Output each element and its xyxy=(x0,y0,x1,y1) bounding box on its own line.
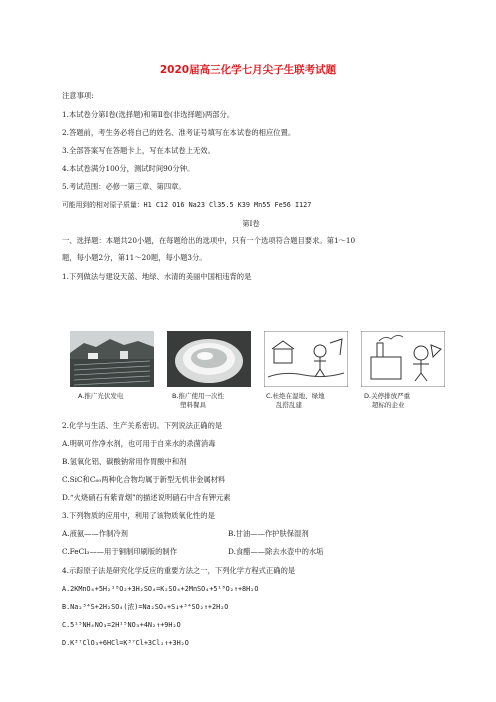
notice-item: 5.考试范围：必修一第三章、第四章。 xyxy=(62,182,186,191)
question-4-option-b: B.Na₂³⁴S+2H₂SO₄(浓)=Na₂SO₄+S↓+³⁴SO₂↑+2H₂O xyxy=(62,603,229,611)
page-title: 2020届高三化学七月尖子生联考试题 xyxy=(159,64,337,76)
caption-line: 乱搭乱建 xyxy=(276,401,302,409)
question-4-option-a: A.2KMnO₄+5H₂¹⁸O₂+3H₂SO₄=K₂SO₄+2MnSO₄+5¹⁸O₂↑+8H₂O xyxy=(62,585,259,593)
plastic-tableware-figure xyxy=(167,331,251,387)
figure-caption-a xyxy=(78,392,168,401)
question-1-figures xyxy=(66,331,446,411)
question-3-option-a xyxy=(62,529,440,539)
question-2-option-d: D.“火烧硝石有紫青烟”的描述说明硝石中含有钾元素 xyxy=(62,493,231,502)
notice-heading: 注意事项: xyxy=(62,91,94,100)
atomic-masses: 可能用到的相对原子质量：H1 C12 O16 Na23 Cl35.5 K39 Mn55 Fe56 I127 xyxy=(62,201,312,209)
option-text: D.食醋——除去水壶中的水垢 xyxy=(228,547,324,556)
notice-item: 1.本试卷分第Ⅰ卷(选择题)和第Ⅱ卷(非选择题)两部分。 xyxy=(62,110,235,119)
question-3-option-c xyxy=(62,547,440,557)
wetland-cartoon-figure xyxy=(264,331,348,387)
figure-caption-b xyxy=(172,392,262,410)
question-4-stem: 4.示踪原子法是研究化学反应的重要方法之一，下列化学方程式正确的是 xyxy=(62,566,296,575)
option-text: C.FeCl₃——用于铜制印刷版的制作 xyxy=(62,547,178,556)
question-3-stem: 3.下列物质的应用中，利用了该物质氧化性的是 xyxy=(62,511,215,520)
part-intro: 题，每小题2分，第11～20题，每小题3分。 xyxy=(62,253,207,262)
figure-caption-c xyxy=(266,392,356,410)
option-text: B.甘油——作护肤保湿剂 xyxy=(228,529,309,538)
caption-line: D.关停排放严重 xyxy=(364,392,411,400)
caption-line: 超标的企业 xyxy=(372,401,405,409)
caption-line: 塑料餐具 xyxy=(180,401,206,409)
section-title: 第Ⅰ卷 xyxy=(242,219,260,228)
option-text: A.液氨——作制冷剂 xyxy=(62,529,128,538)
question-4-option-d: D.K³⁷ClO₃+6HCl=K³⁷Cl+3Cl₂↑+3H₂O xyxy=(62,639,189,647)
caption-line: A.推广光伏发电 xyxy=(78,392,124,400)
caption-line: B.推广使用一次性 xyxy=(172,392,225,400)
question-2-option-a: A.明矾可作净水剂，也可用于自来水的杀菌消毒 xyxy=(62,439,216,448)
notice-item: 4.本试卷满分100分，测试时间90分钟。 xyxy=(62,164,195,173)
solar-panel-figure xyxy=(70,331,154,387)
notice-item: 3.全部答案写在答题卡上，写在本试卷上无效。 xyxy=(62,146,215,155)
question-2-option-b: B.氢氧化铝、碳酸钠常用作胃酸中和剂 xyxy=(62,457,187,466)
question-1-stem: 1.下列做法与建设天蓝、地绿、水清的美丽中国相违背的是 xyxy=(62,272,252,281)
notice-item: 2.答题前，考生务必将自己的姓名、准考证号填写在本试卷的相应位置。 xyxy=(62,128,296,137)
question-4-option-c: C.5¹⁵NH₄NO₃=2H¹⁵NO₃+4N₂↑+9H₂O xyxy=(62,621,181,629)
caption-line: C.杜绝在湿地、绿地 xyxy=(266,392,325,400)
factory-cartoon-figure xyxy=(361,331,445,387)
question-2-stem: 2.化学与生活、生产关系密切。下列说法正确的是 xyxy=(62,421,223,430)
question-2-option-c: C.SiC和C₆₀两种化合物均属于新型无机非金属材料 xyxy=(62,475,226,484)
figure-caption-d xyxy=(364,392,454,410)
part-intro: 一、选择题：本题共20小题，在每题给出的选项中，只有一个选项符合题目要求。第1～10 xyxy=(62,236,356,245)
